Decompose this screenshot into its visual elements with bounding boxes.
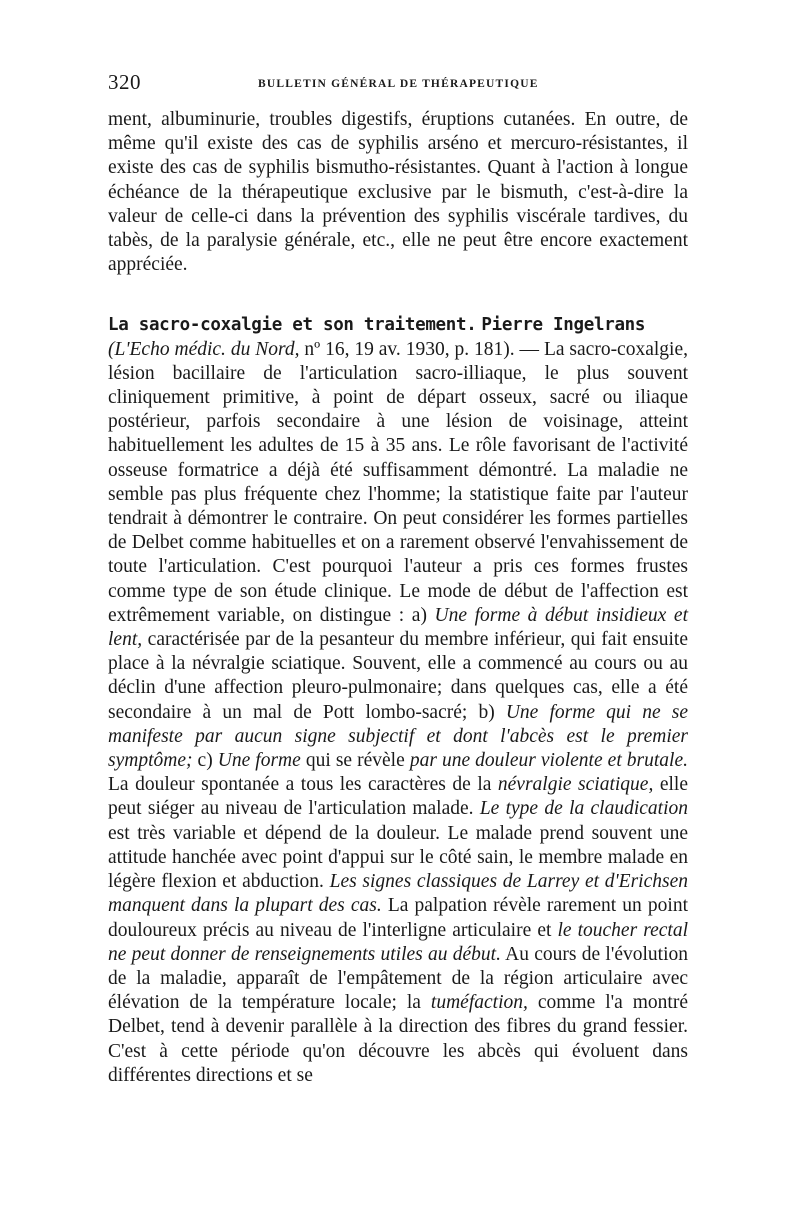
article-body-3: c): [192, 750, 218, 772]
form-a: Une forme à début insidieux et lent,: [108, 604, 688, 651]
article-body-1: La sacro-coxalgie, lésion bacillaire de l'articulation sacro-illiaque, le plus souvent cliniquement primitive, à point de départ osseux, sacré ou iliaque postérieur, parfois secondaire à une lésion de voisinage, atteint habituellement les adultes de 15 à 35 ans. Le rôle favorisant de l'activité osseuse formatrice a déjà été suffisamment démontré. La maladie ne semble pas plus fréquente chez l'homme; la statistique faite par l'auteur tendrait à démontrer le contraire. On peut considérer les formes partielles de Delbet comme habituelles et on a rarement observé l'envahissement de toute l'articulation. C'est pourquoi l'auteur a pris ces formes frustes comme type de son étude clinique. Le mode de début de l'affection est extrêmement variable, on distingue : a): [108, 338, 688, 626]
article-body-5: La douleur spontanée a tous les caractères de la: [108, 774, 498, 796]
toucher-term: le toucher rectal ne peut donner de renseignements utiles au début.: [108, 919, 689, 965]
form-c: Une forme: [217, 750, 301, 772]
article-body-2: caractérisée par de la pesanteur du membre inférieur, qui fait ensuite place à la névralgie sciatique. Souvent, elle a commencé au cours ou au déclin d'une affection pleuro-pulmonaire; dans quelques cas, elle a été secondaire à un mal de Pott lombo-sacré; b): [108, 629, 688, 723]
article-body-8: La palpation révèle rarement un point douloureux précis au niveau de l'interligne articulaire et: [108, 895, 688, 941]
article-body-9: Au cours de l'évolution de la maladie, apparaît de l'empâtement de la région articulaire avec élévation de la température locale; la: [108, 943, 688, 1014]
form-c-description: par une douleur violente et brutale.: [409, 750, 688, 772]
tumefaction-term: tuméfaction,: [430, 992, 528, 1014]
document-page: [108, 70, 688, 1088]
journal-title: BULLETIN GÉNÉRAL DE THÉRAPEUTIQUE: [258, 78, 539, 90]
article-author: Pierre Ingelrans: [481, 315, 646, 336]
nevralgie-term: névralgie sciatique,: [497, 774, 654, 796]
claudication-term: Le type de la claudication: [479, 798, 688, 820]
article-source-journal: (L'Echo médic. du Nord,: [108, 338, 300, 360]
form-b: Une forme qui ne se manifeste par aucun signe subjectif et dont l'abcès est le premier symptôme;: [108, 701, 688, 772]
article-title: La sacro-coxalgie et son traitement.: [108, 315, 477, 336]
article-body-6: elle peut siéger au niveau de l'articulation malade.: [108, 774, 688, 820]
running-head: [108, 70, 688, 98]
article-body-4: qui se révèle: [300, 750, 410, 772]
section-gap: [108, 277, 688, 313]
article-body-10: comme l'a montré Delbet, tend à devenir parallèle à la direction des fibres du grand fessier. C'est à cette période qu'on découvre les abcès qui évoluent dans différentes directions et se: [108, 992, 688, 1086]
article-paragraph: [108, 313, 688, 1088]
signes-term: Les signes classiques de Larrey et d'Erichsen manquent dans la plupart des cas.: [108, 871, 688, 917]
intro-text: ment, albuminurie, troubles digestifs, éruptions cutanées. En outre, de même qu'il existe des cas de syphilis arséno et mercuro-résistantes, il existe des cas de syphilis bismutho-résistantes. Quant à l'action à longue échéance de la thérapeutique exclusive par le bismuth, c'est-à-dire la valeur de celle-ci dans la prévention des syphilis viscérale tardives, du tabès, de la paralysie générale, etc., elle ne peut être encore exactement appréciée.: [108, 109, 688, 276]
intro-paragraph: [108, 108, 688, 277]
page-number: 320: [108, 70, 141, 94]
article-source-details: nº 16, 19 av. 1930, p. 181). —: [299, 338, 544, 360]
article-body-7: est très variable et dépend de la douleur. Le malade prend souvent une attitude hanchée avec point d'appui sur le côté sain, le membre malade en légère flexion et abduction.: [108, 822, 688, 893]
